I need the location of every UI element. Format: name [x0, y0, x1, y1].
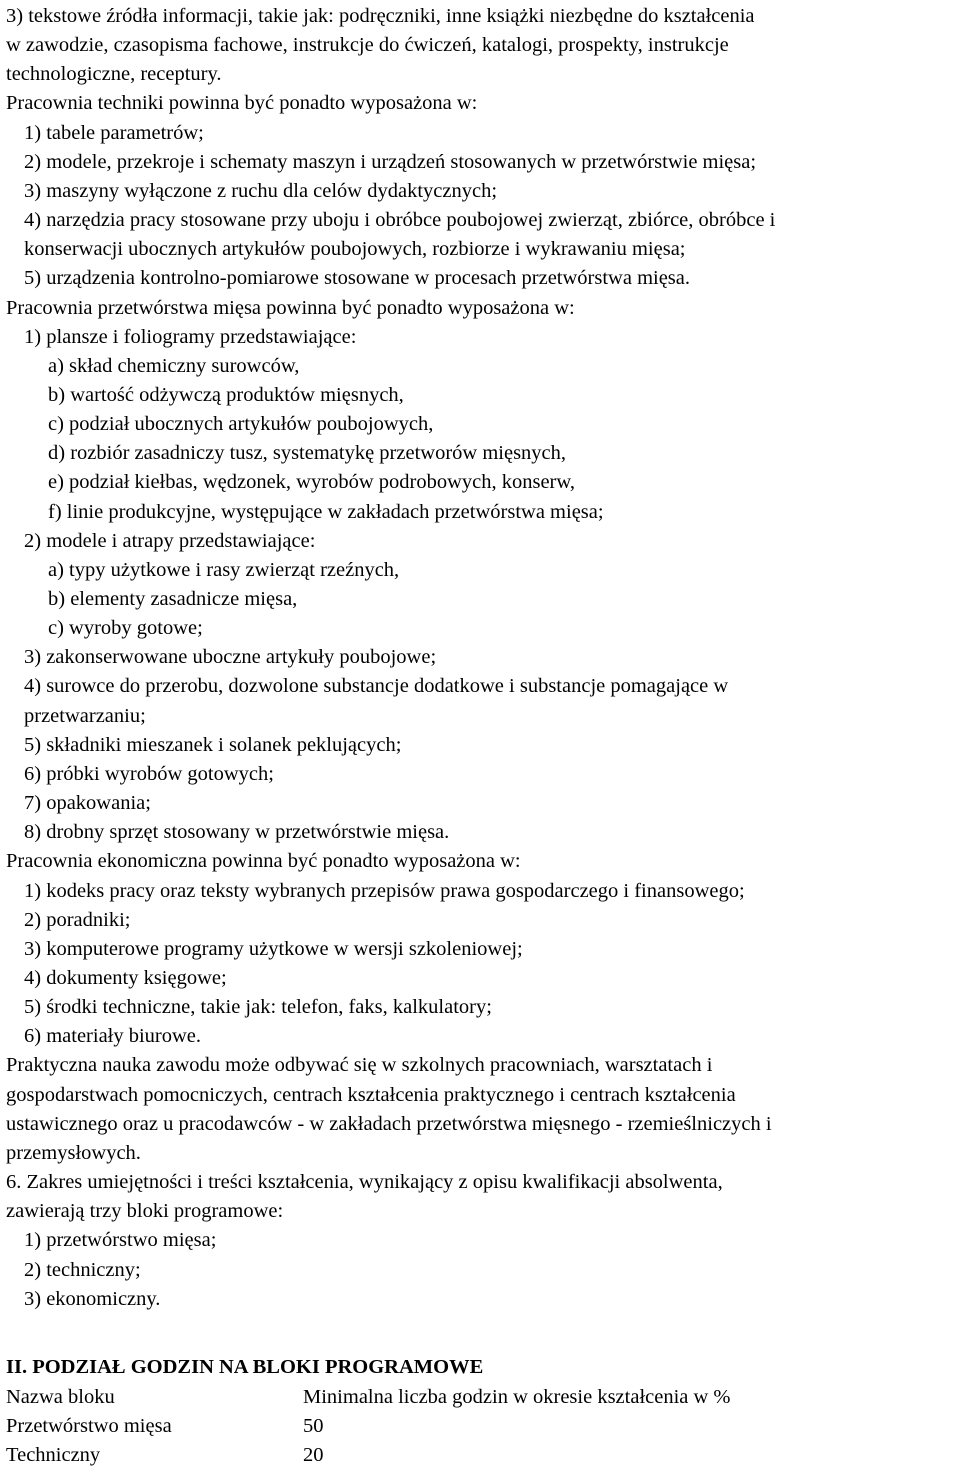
text-line: zawierają trzy bloki programowe: [6, 1200, 284, 1223]
text-line: f) linie produkcyjne, występujące w zakładach przetwórstwa mięsa; [48, 500, 604, 523]
text-line: b) elementy zasadnicze mięsa, [48, 588, 298, 610]
text-line: 3) ekonomiczny. [24, 1287, 161, 1310]
text-line: 4) dokumenty księgowe; [24, 966, 227, 989]
table-header-cell: Minimalna liczba godzin w okresie kształcenia w % [303, 1386, 731, 1408]
text-line: 6. Zakres umiejętności i treści kształcenia, wynikający z opisu kwalifikacji absolwenta, [6, 1171, 723, 1193]
text-line: konserwacji ubocznych artykułów poubojowych, rozbiorze i wykrawaniu mięsa; [24, 238, 686, 261]
text-line: 1) tabele parametrów; [24, 121, 204, 144]
text-line: 2) modele i atrapy przedstawiające: [24, 529, 316, 552]
text-line: 7) opakowania; [24, 792, 151, 814]
table-cell: Przetwórstwo mięsa [6, 1415, 172, 1437]
text-line: 4) narzędzia pracy stosowane przy uboju i obróbce poubojowej zwierząt, zbiórce, obróbce i [24, 209, 776, 231]
text-line: gospodarstwach pomocniczych, centrach kształcenia praktycznego i centrach kształcenia [6, 1083, 736, 1106]
text-line: Pracownia ekonomiczna powinna być ponadto wyposażona w: [6, 850, 521, 873]
text-line: Pracownia przetwórstwa mięsa powinna być ponadto wyposażona w: [6, 296, 575, 319]
text-line: 8) drobny sprzęt stosowany w przetwórstwie mięsa. [24, 821, 450, 844]
text-line: 3) tekstowe źródła informacji, takie jak: podręczniki, inne książki niezbędne do kształcenia [6, 5, 755, 27]
text-line: c) wyroby gotowe; [48, 617, 203, 640]
text-line: e) podział kiełbas, wędzonek, wyrobów podrobowych, konserw, [48, 471, 575, 494]
text-line: a) skład chemiczny surowców, [48, 354, 300, 377]
text-line: a) typy użytkowe i rasy zwierząt rzeźnych, [48, 558, 400, 581]
table-cell: 50 [303, 1415, 324, 1437]
text-line: 3) komputerowe programy użytkowe w wersji szkoleniowej; [24, 937, 523, 960]
text-line: Pracownia techniki powinna być ponadto wyposażona w: [6, 92, 478, 115]
text-line: 6) materiały biurowe. [24, 1025, 202, 1048]
text-line: ustawicznego oraz u pracodawców - w zakładach przetwórstwa mięsnego - rzemieślniczych i [6, 1112, 772, 1135]
text-line: 5) urządzenia kontrolno-pomiarowe stosowane w procesach przetwórstwa mięsa. [24, 267, 691, 290]
text-line: 1) kodeks pracy oraz teksty wybranych przepisów prawa gospodarczego i finansowego; [24, 879, 745, 902]
text-line: 5) środki techniczne, takie jak: telefon, faks, kalkulatory; [24, 996, 492, 1019]
text-line: c) podział ubocznych artykułów poubojowych, [48, 413, 434, 436]
text-line: 2) techniczny; [24, 1258, 141, 1281]
text-line: 3) maszyny wyłączone z ruchu dla celów dydaktycznych; [24, 179, 498, 202]
text-line: d) rozbiór zasadniczy tusz, systematykę przetworów mięsnych, [48, 442, 567, 465]
text-line: 1) plansze i foliogramy przedstawiające: [24, 325, 357, 348]
table-cell: 20 [303, 1444, 324, 1466]
text-line: w zawodzie, czasopisma fachowe, instrukcje do ćwiczeń, katalogi, prospekty, instrukcje [6, 34, 729, 57]
text-line: technologiczne, receptury. [6, 63, 222, 86]
text-line: 1) przetwórstwo mięsa; [24, 1229, 217, 1252]
text-line: Praktyczna nauka zawodu może odbywać się w szkolnych pracowniach, warsztatach i [6, 1054, 713, 1077]
text-line: 2) poradniki; [24, 908, 131, 931]
table-cell: Techniczny [6, 1444, 101, 1466]
text-line: 6) próbki wyrobów gotowych; [24, 762, 274, 785]
text-line: b) wartość odżywczą produktów mięsnych, [48, 383, 404, 406]
text-line: przetwarzaniu; [24, 704, 146, 727]
table-header-cell: Nazwa bloku [6, 1386, 115, 1408]
section-heading: II. PODZIAŁ GODZIN NA BLOKI PROGRAMOWE [6, 1356, 484, 1378]
text-line: przemysłowych. [6, 1141, 141, 1164]
text-line: 4) surowce do przerobu, dozwolone substancje dodatkowe i substancje pomagające w [24, 675, 729, 698]
text-line: 5) składniki mieszanek i solanek peklujących; [24, 733, 402, 756]
text-line: 2) modele, przekroje i schematy maszyn i urządzeń stosowanych w przetwórstwie mięsa; [24, 150, 757, 173]
text-line: 3) zakonserwowane uboczne artykuły poubojowe; [24, 646, 437, 669]
